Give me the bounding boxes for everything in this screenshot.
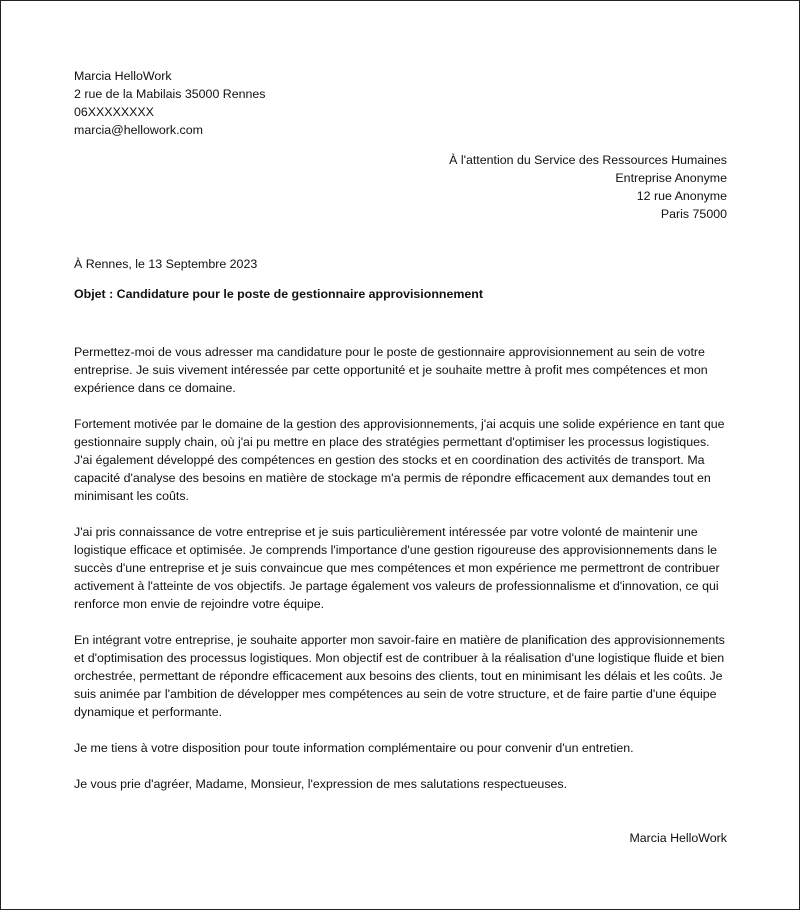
body-paragraph: Fortement motivée par le domaine de la gestion des approvisionnements, j'ai acquis une solide expérience en tant que gestionnaire supply chain, où j'ai pu mettre en place des stratégies permettant d'optimiser les processus logistiques. J'ai également développé des compétences en gestion des stocks et en coordination des activités de transport. Ma capacité d'analyse des besoins en matière de stockage m'a permis de répondre efficacement aux demandes tout en minimisant les coûts. [74, 417, 725, 503]
recipient-block [449, 151, 727, 223]
body-paragraph: En intégrant votre entreprise, je souhaite apporter mon savoir-faire en matière de planification des approvisionnements et d'optimisation des processus logistiques. Mon objectif est de contribuer à la réalisation d'une logistique fluide et bien orchestrée, permettant de répondre efficacement aux besoins des clients, tout en minimisant les délais et les coûts. Je suis animée par l'ambition de développer mes compétences au sein de votre structure, et de faire partie d'une équipe dynamique et performante. [74, 633, 725, 719]
body-paragraph: Permettez-moi de vous adresser ma candidature pour le poste de gestionnaire approvisionnement au sein de votre entreprise. Je suis vivement intéressée par cette opportunité et je souhaite mettre à profit mes compétences et mon expérience dans ce domaine. [74, 345, 708, 395]
recipient-attention: À l'attention du Service des Ressources Humaines [449, 153, 727, 167]
letter-body [74, 343, 730, 811]
body-paragraph: Je me tiens à votre disposition pour toute information complémentaire ou pour convenir d'un entretien. [74, 741, 634, 755]
sender-name: Marcia HelloWork [74, 69, 172, 83]
sender-phone: 06XXXXXXXX [74, 105, 154, 119]
date-line: À Rennes, le 13 Septembre 2023 [74, 257, 258, 271]
signature: Marcia HelloWork [629, 831, 727, 845]
closing-paragraph: Je vous prie d'agréer, Madame, Monsieur, l'expression de mes salutations respectueuses. [74, 777, 568, 791]
recipient-street: 12 rue Anonyme [636, 189, 727, 203]
recipient-city: Paris 75000 [660, 207, 727, 221]
subject-line: Objet : Candidature pour le poste de gestionnaire approvisionnement [74, 287, 483, 301]
body-paragraph: J'ai pris connaissance de votre entreprise et je suis particulièrement intéressée par votre volonté de maintenir une logistique efficace et optimisée. Je comprends l'importance d'une gestion rigoureuse des approvisionnements dans le succès d'une entreprise et je suis convaincue que mes compétences et mon expérience me permettront de contribuer activement à l'atteinte de vos objectifs. Je partage également vos valeurs de professionnalisme et d'innovation, ce qui renforce mon envie de rejoindre votre équipe. [74, 525, 720, 611]
sender-block [74, 67, 266, 139]
recipient-company: Entreprise Anonyme [615, 171, 727, 185]
sender-address: 2 rue de la Mabilais 35000 Rennes [74, 87, 266, 101]
sender-email: marcia@hellowork.com [74, 123, 203, 137]
